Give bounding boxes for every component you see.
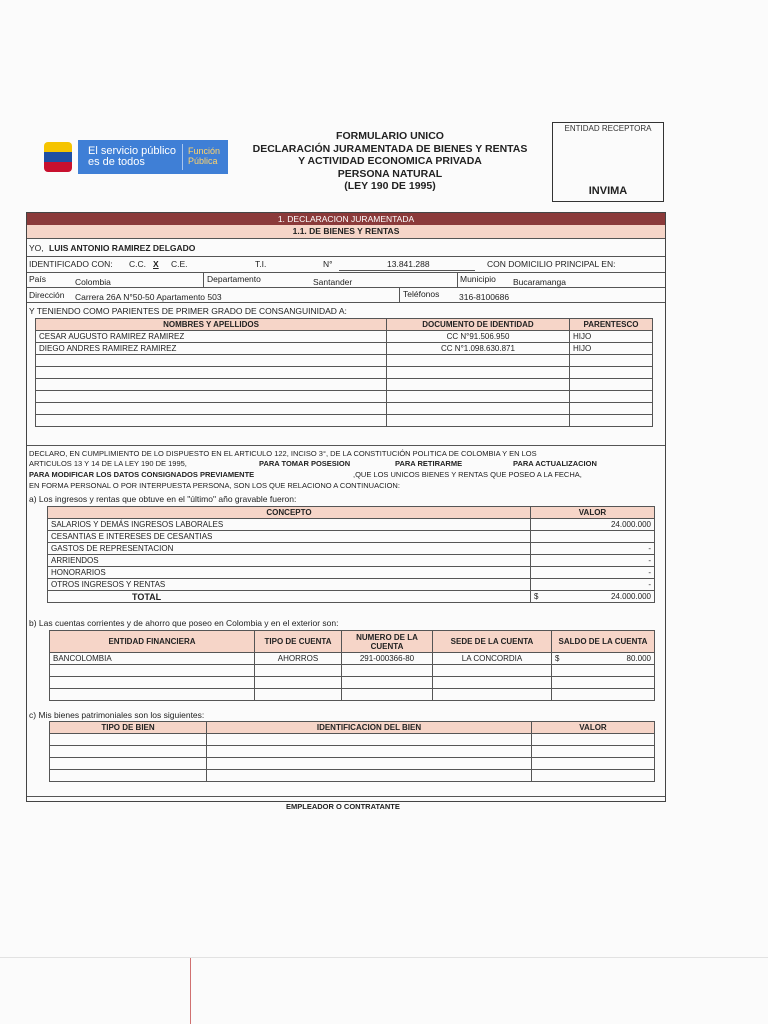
id-cc: C.C. bbox=[129, 259, 146, 269]
telefonos-label: Teléfonos bbox=[403, 289, 440, 299]
yo-label: YO, bbox=[29, 243, 44, 253]
table-row bbox=[36, 379, 653, 391]
subsection-header: 1.1. DE BIENES Y RENTAS bbox=[27, 225, 665, 239]
table-row: DIEGO ANDRES RAMIREZ RAMIREZ CC N°1.098.630.871 HIJO bbox=[36, 343, 653, 355]
declarant-name: LUIS ANTONIO RAMIREZ DELGADO bbox=[49, 243, 196, 253]
id-no: N° bbox=[323, 259, 333, 269]
coat-of-arms-icon bbox=[44, 142, 72, 172]
declaro-text: ARTICULOS 13 Y 14 DE LA LEY 190 DE 1995, bbox=[29, 459, 187, 468]
direccion-label: Dirección bbox=[29, 290, 65, 300]
column-header: ENTIDAD FINANCIERA bbox=[50, 631, 255, 653]
column-header: NUMERO DE LA CUENTA bbox=[342, 631, 433, 653]
bienes-intro: c) Mis bienes patrimoniales son los siguientes: bbox=[29, 710, 205, 720]
column-header: TIPO DE CUENTA bbox=[255, 631, 342, 653]
total-row: TOTAL $ 24.000.000 bbox=[48, 591, 655, 603]
declaro-text: DECLARO, EN CUMPLIMIENTO DE LO DISPUESTO EN EL ARTICULO 122, INCISO 3°, DE LA CONSTITUCIÓN POLITICA DE COLOMBIA Y EN LOS bbox=[29, 449, 537, 458]
logo-text: Pública bbox=[188, 156, 218, 166]
column-header: CONCEPTO bbox=[48, 507, 531, 519]
column-header: DOCUMENTO DE IDENTIDAD bbox=[387, 319, 570, 331]
column-header: SALDO DE LA CUENTA bbox=[552, 631, 655, 653]
option-modificar: PARA MODIFICAR LOS DATOS CONSIGNADOS PREVIAMENTE bbox=[29, 470, 255, 479]
option-actualizacion: PARA ACTUALIZACION bbox=[513, 459, 597, 468]
municipio-value: Bucaramanga bbox=[513, 277, 566, 287]
table-row bbox=[50, 758, 655, 770]
entidad-label: ENTIDAD RECEPTORA bbox=[564, 124, 652, 133]
column-header: PARENTESCO bbox=[570, 319, 653, 331]
table-row: HONORARIOS - bbox=[48, 567, 655, 579]
bienes-table bbox=[49, 721, 655, 782]
table-row bbox=[36, 367, 653, 379]
section-header: 1. DECLARACION JURAMENTADA bbox=[27, 213, 665, 225]
table-row bbox=[50, 689, 655, 701]
title-line: PERSONA NATURAL bbox=[337, 167, 443, 180]
title-line: FORMULARIO UNICO bbox=[336, 130, 444, 142]
municipio-label: Municipio bbox=[460, 274, 496, 284]
table-row bbox=[50, 770, 655, 782]
page-separator bbox=[0, 957, 768, 958]
column-header: VALOR bbox=[532, 722, 655, 734]
table-row bbox=[36, 415, 653, 427]
declaration-form bbox=[26, 212, 666, 802]
column-header: NOMBRES Y APELLIDOS bbox=[36, 319, 387, 331]
logo-divider bbox=[182, 144, 183, 170]
departamento-label: Departamento bbox=[207, 274, 261, 284]
table-row: OTROS INGRESOS Y RENTAS - bbox=[48, 579, 655, 591]
id-label: IDENTIFICADO CON: bbox=[29, 259, 113, 269]
id-ce: C.E. bbox=[171, 259, 188, 269]
table-row bbox=[50, 665, 655, 677]
cuentas-table bbox=[49, 630, 655, 701]
pais-value: Colombia bbox=[75, 277, 111, 287]
id-mark: X bbox=[153, 259, 159, 269]
table-row: SALARIOS Y DEMÁS INGRESOS LABORALES 24.000.000 bbox=[48, 519, 655, 531]
direccion-value: Carrera 26A N°50-50 Apartamento 503 bbox=[75, 292, 222, 302]
table-row: ARRIENDOS - bbox=[48, 555, 655, 567]
cuentas-intro: b) Las cuentas corrientes y de ahorro que poseo en Colombia y en el exterior son: bbox=[29, 618, 339, 628]
option-retirarme: PARA RETIRARME bbox=[395, 459, 463, 468]
declaro-text: EN FORMA PERSONAL O POR INTERPUESTA PERSONA, SON LOS QUE RELACIONO A CONTINUACION: bbox=[29, 481, 400, 490]
column-header: TIPO DE BIEN bbox=[50, 722, 207, 734]
id-ti: T.I. bbox=[255, 259, 267, 269]
table-row: CESAR AUGUSTO RAMIREZ RAMIREZ CC N°91.506.950 HIJO bbox=[36, 331, 653, 343]
column-header: SEDE DE LA CUENTA bbox=[433, 631, 552, 653]
domicilio-label: CON DOMICILIO PRINCIPAL EN: bbox=[487, 259, 616, 269]
table-row: BANCOLOMBIA AHORROS 291-000366-80 LA CONCORDIA $ 80.000 bbox=[50, 653, 655, 665]
government-logo bbox=[44, 140, 242, 174]
form-title bbox=[230, 130, 550, 193]
entidad-value: INVIMA bbox=[588, 185, 628, 197]
table-row bbox=[36, 403, 653, 415]
table-row bbox=[36, 355, 653, 367]
ingresos-intro: a) Los ingresos y rentas que obtuve en el "último" año gravable fueron: bbox=[29, 494, 297, 504]
parientes-intro: Y TENIENDO COMO PARIENTES DE PRIMER GRADO DE CONSANGUINIDAD A: bbox=[29, 306, 347, 316]
declaro-text: ,QUE LOS UNICOS BIENES Y RENTAS QUE POSEO A LA FECHA, bbox=[353, 470, 582, 479]
ingresos-table bbox=[47, 506, 655, 603]
entidad-receptora-box bbox=[552, 122, 664, 202]
column-header: VALOR bbox=[531, 507, 655, 519]
logo-text: es de todos bbox=[88, 156, 145, 168]
telefonos-value: 316-8100686 bbox=[459, 292, 510, 302]
title-line: DECLARACIÓN JURAMENTADA DE BIENES Y RENTAS bbox=[252, 142, 528, 155]
departamento-value: Santander bbox=[313, 277, 353, 287]
margin-line bbox=[190, 958, 191, 1024]
title-line: (LEY 190 DE 1995) bbox=[344, 180, 436, 192]
footer-label: EMPLEADOR O CONTRATANTE bbox=[286, 802, 400, 811]
option-posesion: PARA TOMAR POSESION bbox=[259, 459, 351, 468]
table-row bbox=[36, 391, 653, 403]
table-row bbox=[50, 677, 655, 689]
table-row: CESANTIAS E INTERESES DE CESANTIAS bbox=[48, 531, 655, 543]
table-row: GASTOS DE REPRESENTACION - bbox=[48, 543, 655, 555]
column-header: IDENTIFICACION DEL BIEN bbox=[207, 722, 532, 734]
logo-text: El servicio público bbox=[88, 145, 177, 157]
parientes-table bbox=[35, 318, 653, 427]
title-line: Y ACTIVIDAD ECONOMICA PRIVADA bbox=[298, 155, 482, 167]
logo-text: Función bbox=[188, 146, 221, 156]
pais-label: País bbox=[29, 274, 47, 284]
table-row bbox=[50, 746, 655, 758]
id-number: 13.841.288 bbox=[387, 259, 430, 269]
table-row bbox=[50, 734, 655, 746]
